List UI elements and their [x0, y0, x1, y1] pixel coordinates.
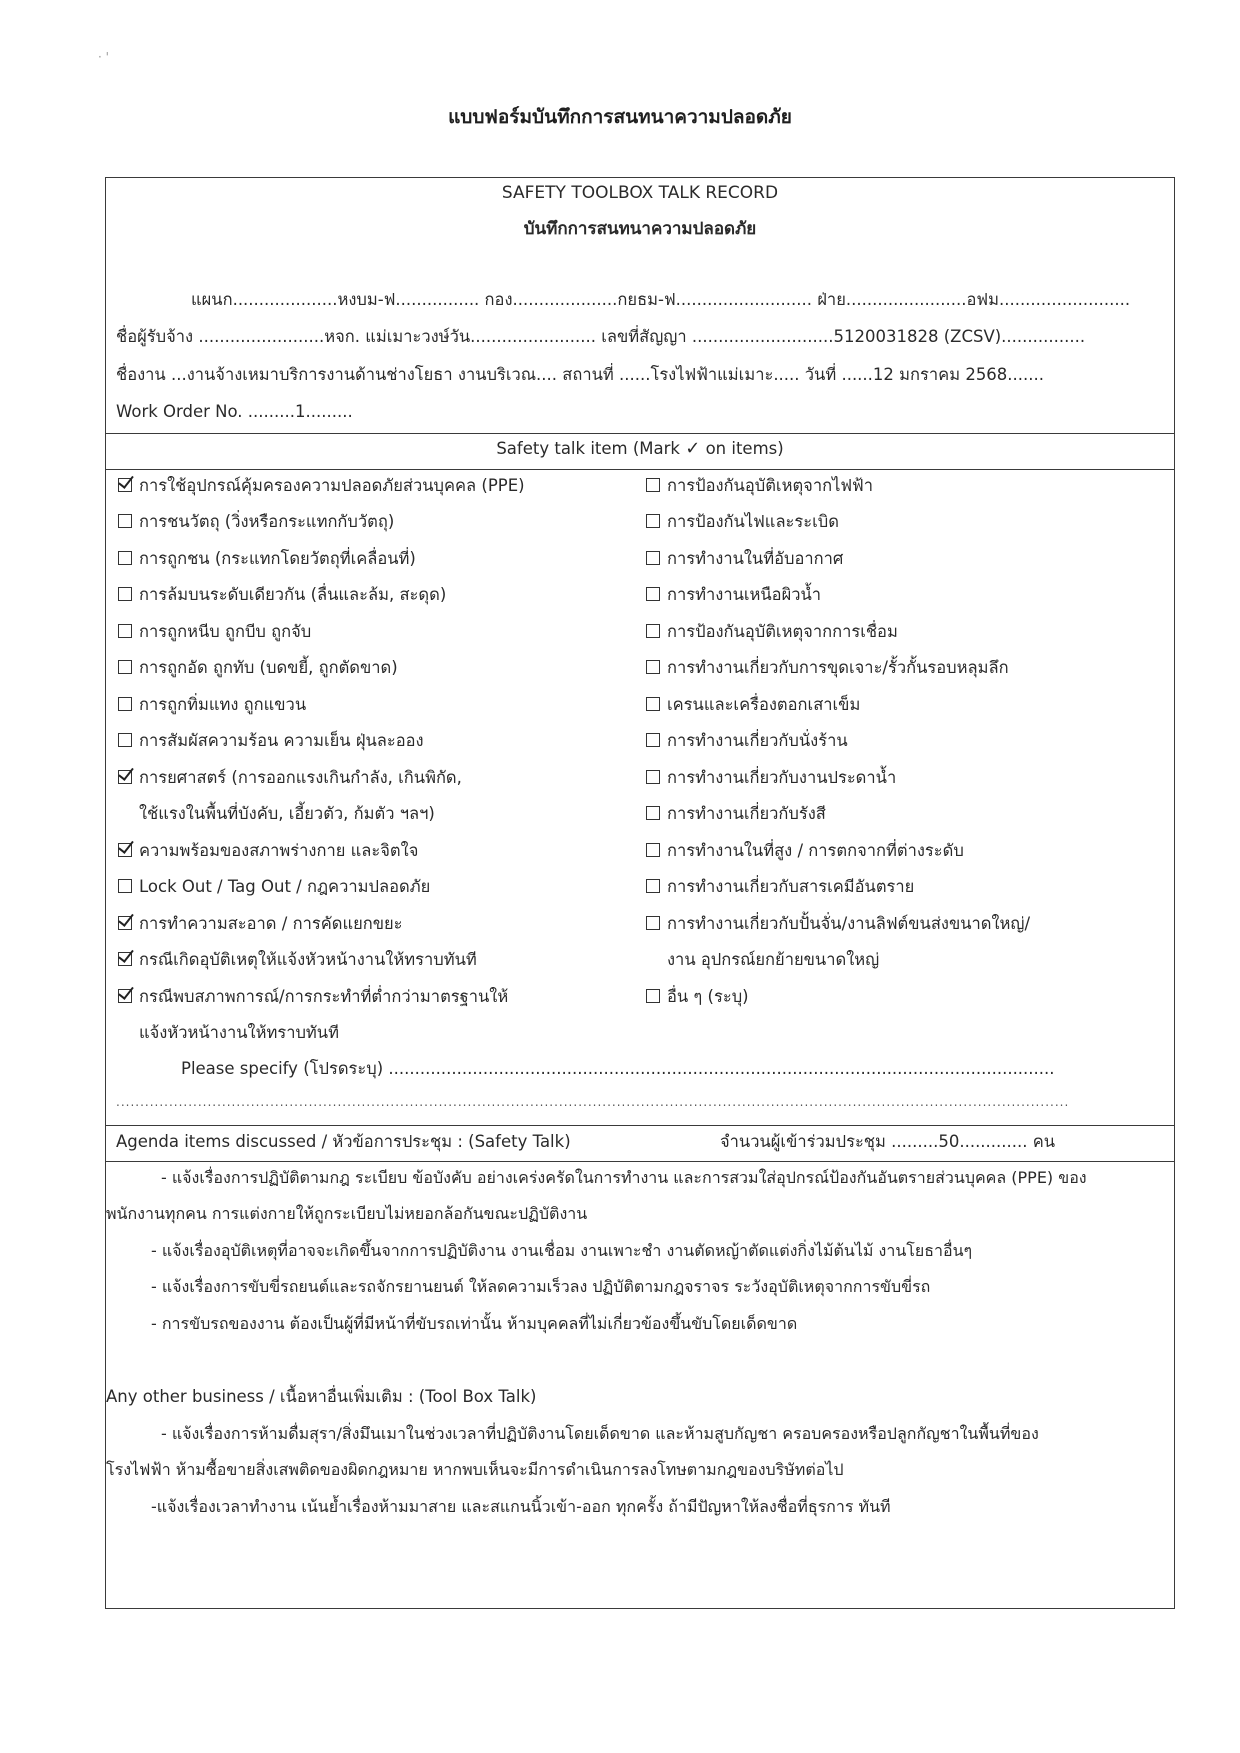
- list-item[interactable]: กรณีเกิดอุบัติเหตุให้แจ้งหัวหน้างานให้ทราบทันที: [118, 949, 477, 971]
- list-item[interactable]: การชนวัตถุ (วิ่งหรือกระแทกกับวัตถุ): [118, 511, 394, 533]
- list-item[interactable]: การป้องกันอุบัติเหตุจากไฟฟ้า: [646, 475, 873, 497]
- checkbox-checked-icon[interactable]: [118, 478, 132, 492]
- list-item[interactable]: ความพร้อมของสภาพร่างกาย และจิตใจ: [118, 840, 418, 862]
- checkbox-checked-icon[interactable]: [118, 916, 132, 930]
- list-item[interactable]: อื่น ๆ (ระบุ): [646, 986, 749, 1008]
- checkbox-icon[interactable]: [646, 879, 660, 893]
- list-item[interactable]: การถูกอัด ถูกทับ (บดขยี้, ถูกตัดขาด): [118, 657, 398, 679]
- checkbox-checked-icon[interactable]: [118, 952, 132, 966]
- checkbox-checked-icon[interactable]: [118, 989, 132, 1003]
- checkmark-icon: ✓: [685, 438, 701, 459]
- list-item[interactable]: การถูกชน (กระแทกโดยวัตถุที่เคลื่อนที่): [118, 548, 416, 570]
- list-item[interactable]: การทำงานเกี่ยวกับสารเคมีอันตราย: [646, 876, 914, 898]
- list-item[interactable]: การทำงานเกี่ยวกับงานประดาน้ำ: [646, 767, 896, 789]
- checkbox-icon[interactable]: [646, 697, 660, 711]
- divider-4: [106, 1161, 1174, 1162]
- checkbox-icon[interactable]: [118, 697, 132, 711]
- safety-item-header-prefix: Safety talk item (Mark: [496, 439, 680, 458]
- list-item[interactable]: การทำความสะอาด / การคัดแยกขยะ: [118, 913, 403, 935]
- checkbox-icon[interactable]: [646, 989, 660, 1003]
- list-item[interactable]: การทำงานเหนือผิวน้ำ: [646, 584, 821, 606]
- list-item[interactable]: การทำงานในที่สูง / การตกจากที่ต่างระดับ: [646, 840, 964, 862]
- checkbox-icon[interactable]: [118, 514, 132, 528]
- agenda-line: - แจ้งเรื่องการปฏิบัติตามกฎ ระเบียบ ข้อบังคับ อย่างเคร่งครัดในการทำงาน และการสวมใส่อุปกรณ์ป้องกันอันตรายส่วนบุคคล (PPE) ของ: [161, 1168, 1087, 1187]
- list-item-continuation: แจ้งหัวหน้างานให้ทราบทันที: [139, 1023, 339, 1042]
- checkbox-icon[interactable]: [118, 660, 132, 674]
- list-item[interactable]: การถูกหนีบ ถูกบีบ ถูกจับ: [118, 621, 311, 643]
- agenda-line: - การขับรถของงาน ต้องเป็นผู้ที่มีหน้าที่ขับรถเท่านั้น ห้ามบุคคลที่ไม่เกี่ยวข้องขึ้นขับโดยเด็ดขาด: [151, 1314, 798, 1333]
- checkbox-icon[interactable]: [118, 624, 132, 638]
- divider-2: [106, 469, 1174, 470]
- other-business-label: Any other business / เนื้อหาอื่นเพิ่มเติม : (Tool Box Talk): [106, 1387, 537, 1406]
- agenda-line: พนักงานทุกคน การแต่งกายให้ถูกระเบียบไม่หยอกล้อกันขณะปฏิบัติงาน: [106, 1204, 588, 1223]
- record-title-en: SAFETY TOOLBOX TALK RECORD: [501, 183, 779, 203]
- list-item[interactable]: การทำงานเกี่ยวกับการขุดเจาะ/รั้วกั้นรอบหลุมลึก: [646, 657, 1009, 679]
- list-item[interactable]: เครนและเครื่องตอกเสาเข็ม: [646, 694, 860, 716]
- other-business-line: - แจ้งเรื่องการห้ามดื่มสุรา/สิ่งมึนเมาในช่วงเวลาที่ปฏิบัติงานโดยเด็ดขาด และห้ามสูบกัญชา ครอบครองหรือปลูกกัญชาในพื้นที่ของ: [161, 1424, 1039, 1443]
- page-title: แบบฟอร์มบันทึกการสนทนาความปลอดภัย: [448, 106, 792, 128]
- specify-dots-line[interactable]: ......................................................................................................................................................................................................: [116, 1095, 1070, 1109]
- other-business-line: โรงไฟฟ้า ห้ามซื้อขายสิ่งเสพติดของผิดกฎหมาย หากพบเห็นจะมีการดำเนินการลงโทษตามกฎของบริษัทต่อไป: [106, 1460, 844, 1479]
- checkbox-icon[interactable]: [646, 806, 660, 820]
- agenda-line: - แจ้งเรื่องการขับขี่รถยนต์และรถจักรยานยนต์ ให้ลดความเร็วลง ปฏิบัติตามกฎจราจร ระวังอุบัติเหตุจากการขับขี่รถ: [151, 1277, 931, 1296]
- divider-1: [106, 433, 1174, 434]
- list-item[interactable]: การทำงานเกี่ยวกับปั้นจั่น/งานลิฟต์ขนส่งขนาดใหญ่/: [646, 913, 1030, 935]
- checkbox-icon[interactable]: [646, 478, 660, 492]
- safety-item-header-suffix: on items): [705, 439, 784, 458]
- list-item[interactable]: การป้องกันไฟและระเบิด: [646, 511, 839, 533]
- other-business-line: -แจ้งเรื่องเวลาทำงาน เน้นย้ำเรื่องห้ามมาสาย และสแกนนิ้วเข้า-ออก ทุกครั้ง ถ้ามีปัญหาให้ลงชื่อที่ธุรการ ทันที: [151, 1497, 891, 1516]
- list-item-continuation: ใช้แรงในพื้นที่บังคับ, เอี้ยวตัว, ก้มตัว ฯลฯ): [139, 804, 435, 823]
- header-work-order-line: Work Order No. .........1.........: [116, 402, 353, 421]
- checkbox-icon[interactable]: [118, 879, 132, 893]
- checkbox-icon[interactable]: [646, 770, 660, 784]
- checkbox-icon[interactable]: [646, 660, 660, 674]
- checkbox-icon[interactable]: [646, 843, 660, 857]
- list-item[interactable]: การใช้อุปกรณ์คุ้มครองความปลอดภัยส่วนบุคคล (PPE): [118, 475, 525, 497]
- agenda-label: Agenda items discussed / หัวข้อการประชุม : (Safety Talk): [116, 1132, 571, 1151]
- checkbox-checked-icon[interactable]: [118, 843, 132, 857]
- list-item[interactable]: กรณีพบสภาพการณ์/การกระทำที่ต่ำกว่ามาตรฐานให้: [118, 986, 508, 1008]
- specify-field[interactable]: Please specify (โปรดระบุ) ...............................................................................................................................: [181, 1059, 1055, 1078]
- checkbox-icon[interactable]: [646, 587, 660, 601]
- list-item[interactable]: การป้องกันอุบัติเหตุจากการเชื่อม: [646, 621, 898, 643]
- list-item-continuation: งาน อุปกรณ์ยกย้ายขนาดใหญ่: [667, 950, 880, 969]
- list-item[interactable]: การทำงานเกี่ยวกับรังสี: [646, 803, 826, 825]
- divider-3: [106, 1125, 1174, 1126]
- list-item[interactable]: Lock Out / Tag Out / กฎความปลอดภัย: [118, 876, 430, 898]
- checkbox-icon[interactable]: [646, 551, 660, 565]
- checkbox-icon[interactable]: [646, 916, 660, 930]
- record-title-th: บันทึกการสนทนาความปลอดภัย: [523, 219, 757, 239]
- checkbox-icon[interactable]: [646, 733, 660, 747]
- checkbox-checked-icon[interactable]: [118, 770, 132, 784]
- header-contractor-line: ชื่อผู้รับจ้าง ........................หจก. แม่เมาะวงษ์วัน........................ เลขที่สัญญา ...........................5120031828 (ZCSV)................: [116, 327, 1086, 346]
- list-item[interactable]: การสัมผัสความร้อน ความเย็น ฝุ่นละออง: [118, 730, 424, 752]
- checkbox-icon[interactable]: [118, 587, 132, 601]
- list-item[interactable]: การถูกทิ่มแทง ถูกแขวน: [118, 694, 306, 716]
- list-item[interactable]: การล้มบนระดับเดียวกัน (ลื่นและล้ม, สะดุด): [118, 584, 446, 606]
- checkbox-icon[interactable]: [646, 624, 660, 638]
- checkbox-icon[interactable]: [646, 514, 660, 528]
- agenda-line: - แจ้งเรื่องอุบัติเหตุที่อาจจะเกิดขึ้นจากการปฏิบัติงาน งานเชื่อม งานเพาะชำ งานตัดหญ้าตัดแต่งกิ่งไม้ต้นไม้ งานโยธาอื่นๆ: [151, 1241, 973, 1260]
- attendance-count: จำนวนผู้เข้าร่วมประชุม .........50............. คน: [720, 1132, 1056, 1151]
- checkbox-icon[interactable]: [118, 733, 132, 747]
- scan-speck: · ': [98, 50, 109, 64]
- checkbox-icon[interactable]: [118, 551, 132, 565]
- list-item[interactable]: การทำงานในที่อับอากาศ: [646, 548, 843, 570]
- header-job-line: ชื่องาน ...งานจ้างเหมาบริการงานด้านช่างโยธา งานบริเวณ.... สถานที่ ......โรงไฟฟ้าแม่เมาะ..... วันที่ ......12 มกราคม 2568.......: [116, 365, 1045, 384]
- header-department-line: แผนก....................หงบม-ฟ................ กอง....................กยธม-ฟ.......................... ฝ่าย.......................อฟม.........................: [191, 290, 1131, 309]
- safety-item-header: [106, 438, 1174, 460]
- list-item[interactable]: การยศาสตร์ (การออกแรงเกินกำลัง, เกินพิกัด,: [118, 767, 462, 789]
- toolbox-talk-form: [105, 177, 1175, 1609]
- list-item[interactable]: การทำงานเกี่ยวกับนั่งร้าน: [646, 730, 848, 752]
